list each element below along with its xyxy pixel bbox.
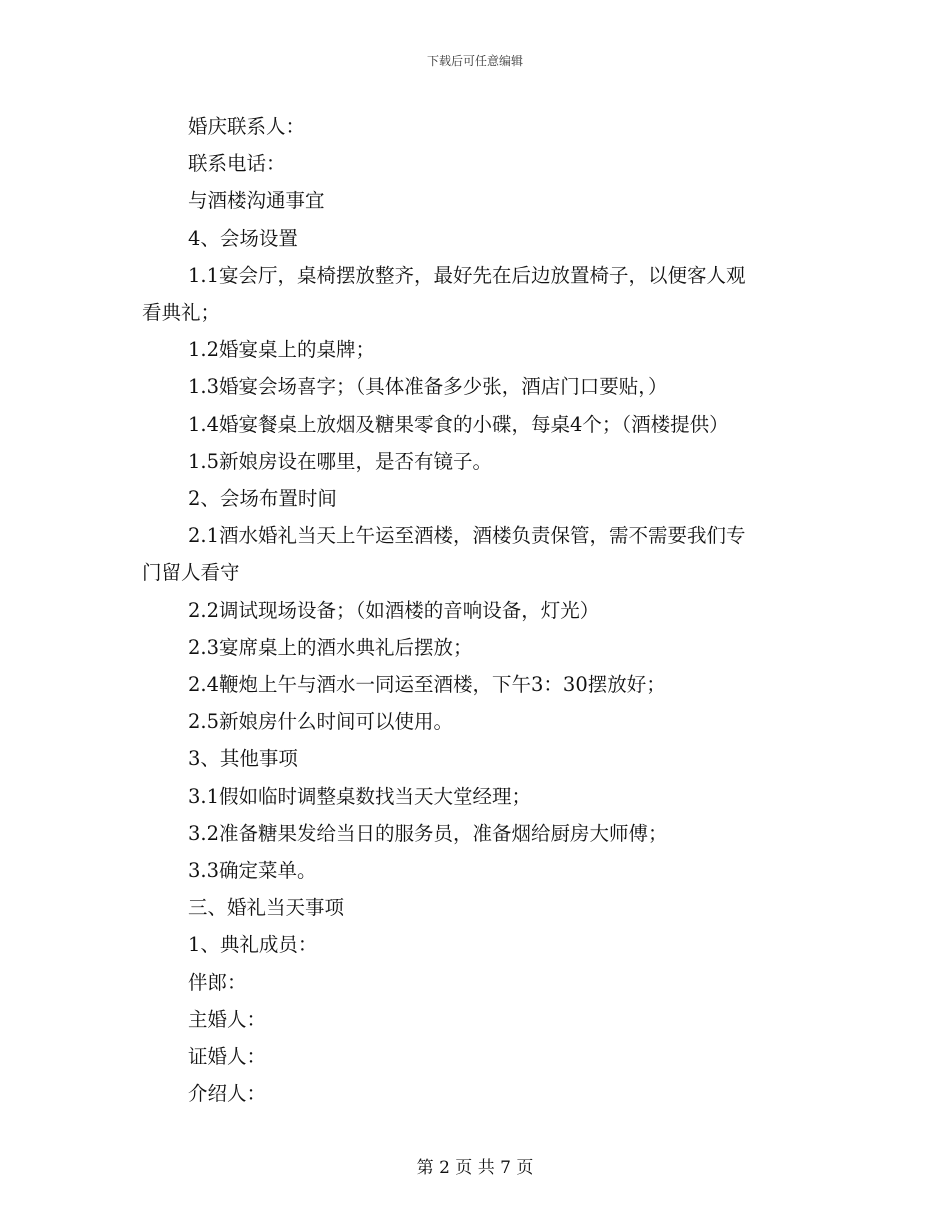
text-line: 主婚人： <box>188 1007 267 1031</box>
text-line: 1.4婚宴餐桌上放烟及糖果零食的小碟，每桌4个；（酒楼提供） <box>188 412 729 436</box>
text-line: 3.1假如临时调整桌数找当天大堂经理； <box>188 784 532 808</box>
text-line-continuation: 门留人看守 <box>142 561 240 585</box>
text-line: 2.2调试现场设备；（如酒楼的音响设备，灯光） <box>188 598 600 622</box>
text-line: 婚庆联系人： <box>188 115 306 138</box>
text-line: 1.5新娘房设在哪里，是否有镜子。 <box>188 449 493 473</box>
section-heading: 4、会场设置 <box>188 226 298 250</box>
text-line: 2.3宴席桌上的酒水典礼后摆放； <box>188 635 473 659</box>
text-line: 2.5新娘房什么时间可以使用。 <box>188 710 454 734</box>
section-heading: 2、会场布置时间 <box>188 487 337 511</box>
section-heading: 1、典礼成员： <box>188 933 318 957</box>
text-line: 1.2婚宴桌上的桌牌； <box>188 338 376 362</box>
text-line: 联系电话： <box>188 152 286 176</box>
text-line: 证婚人： <box>188 1045 267 1069</box>
text-line: 1.1宴会厅，桌椅摆放整齐，最好先在后边放置椅子，以便客人观 <box>188 263 746 287</box>
page-header: 下载后可任意编辑 <box>426 54 523 68</box>
text-line: 2.4鞭炮上午与酒水一同运至酒楼，下午3：30摆放好； <box>188 673 666 697</box>
text-line-continuation: 看典礼； <box>142 301 221 325</box>
text-line: 与酒楼沟通事宜 <box>188 189 325 213</box>
section-heading: 3、其他事项 <box>188 747 298 771</box>
text-line: 1.3婚宴会场喜字；（具体准备多少张，酒店门口要贴，） <box>188 375 668 399</box>
text-line: 2.1酒水婚礼当天上午运至酒楼，酒楼负责保管，需不需要我们专 <box>188 524 746 548</box>
text-line: 伴郎： <box>188 970 247 994</box>
page-number-footer: 第 2 页 共 7 页 <box>416 1158 534 1178</box>
text-line: 3.2准备糖果发给当日的服务员，准备烟给厨房大师傅； <box>188 821 668 845</box>
document-body <box>142 108 818 1112</box>
text-line: 介绍人： <box>188 1082 267 1106</box>
chapter-heading: 三、婚礼当天事项 <box>188 896 345 920</box>
text-line: 3.3确定菜单。 <box>188 859 317 883</box>
